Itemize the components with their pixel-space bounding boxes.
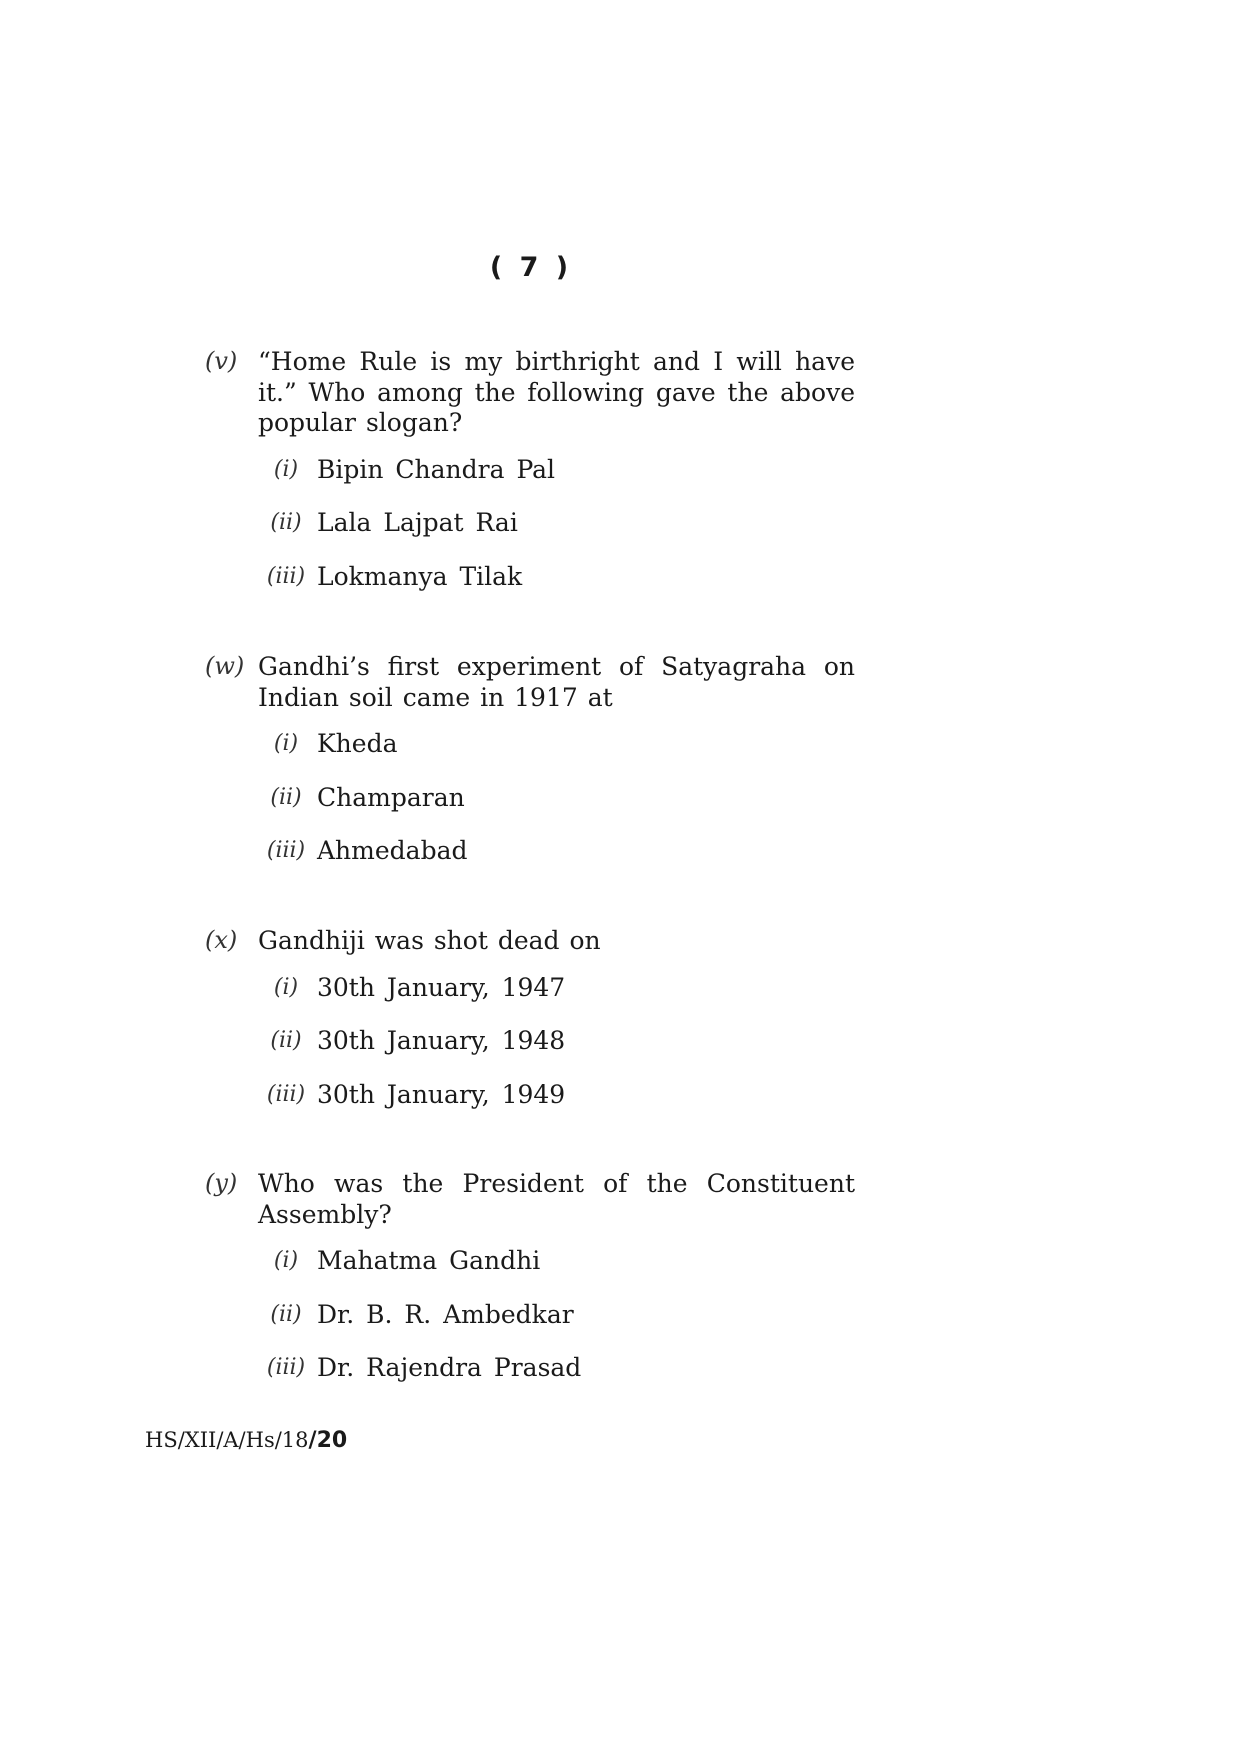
- option-label: (iii): [266, 1081, 306, 1107]
- question-label: (y): [205, 1169, 238, 1197]
- option-text: Dr. B. R. Ambedkar: [317, 1299, 574, 1329]
- question-w: [205, 652, 855, 890]
- question-text: Who was the President of the Constituent Assembly?: [258, 1169, 855, 1229]
- options-list: [205, 1246, 855, 1407]
- option-label: (i): [273, 1248, 299, 1273]
- option-label: (iii): [266, 838, 306, 863]
- option-label: (i): [273, 974, 299, 1000]
- option-item: [205, 1246, 855, 1300]
- question-text: “Home Rule is my birthright and I will have it.” Who among the following gave the above popular slogan?: [258, 347, 855, 437]
- option-item: [205, 783, 855, 837]
- option-label: (i): [273, 456, 299, 482]
- options-list: [205, 455, 855, 616]
- option-label: (ii): [270, 510, 302, 535]
- page-number: ( 7 ): [489, 252, 573, 283]
- option-text: Bipin Chandra Pal: [317, 454, 556, 484]
- option-item: [205, 562, 855, 616]
- option-text: Lala Lajpat Rai: [317, 508, 518, 537]
- question-text: Gandhi’s first experiment of Satyagraha on Indian soil came in 1917 at: [258, 652, 855, 712]
- option-text: Mahatma Gandhi: [317, 1246, 541, 1275]
- option-label: (ii): [270, 784, 302, 810]
- option-item: [205, 973, 855, 1027]
- options-list: [205, 729, 855, 890]
- option-item: [205, 1026, 855, 1080]
- footer-code-text: HS/XII/A/Hs/18: [145, 1428, 309, 1452]
- option-text: Champaran: [317, 782, 465, 812]
- option-label: (ii): [270, 1301, 302, 1327]
- question-x: [205, 926, 855, 1133]
- option-item: [205, 729, 855, 783]
- option-text: 30th January, 1947: [317, 972, 566, 1002]
- option-text: Dr. Rajendra Prasad: [317, 1353, 582, 1382]
- option-item: [205, 1300, 855, 1354]
- question-label: (w): [205, 652, 245, 680]
- option-label: (i): [273, 731, 299, 756]
- question-y: [205, 1169, 855, 1407]
- option-item: [205, 508, 855, 562]
- option-text: Kheda: [317, 729, 398, 758]
- option-item: [205, 1080, 855, 1134]
- question-label: (x): [205, 926, 238, 954]
- option-text: Lokmanya Tilak: [317, 561, 523, 591]
- option-text: Ahmedabad: [317, 836, 468, 865]
- option-item: [205, 836, 855, 890]
- option-label: (iii): [266, 1355, 306, 1380]
- question-text: Gandhiji was shot dead on: [258, 926, 601, 955]
- options-list: [205, 973, 855, 1134]
- option-label: (iii): [266, 563, 306, 589]
- footer-page-count: /20: [308, 1428, 348, 1453]
- question-label: (v): [205, 347, 238, 375]
- option-text: 30th January, 1949: [317, 1079, 566, 1109]
- option-text: 30th January, 1948: [317, 1026, 566, 1055]
- option-item: [205, 455, 855, 509]
- option-item: [205, 1353, 855, 1407]
- option-label: (ii): [270, 1028, 302, 1053]
- question-v: [205, 347, 855, 615]
- footer-code: [145, 1428, 347, 1453]
